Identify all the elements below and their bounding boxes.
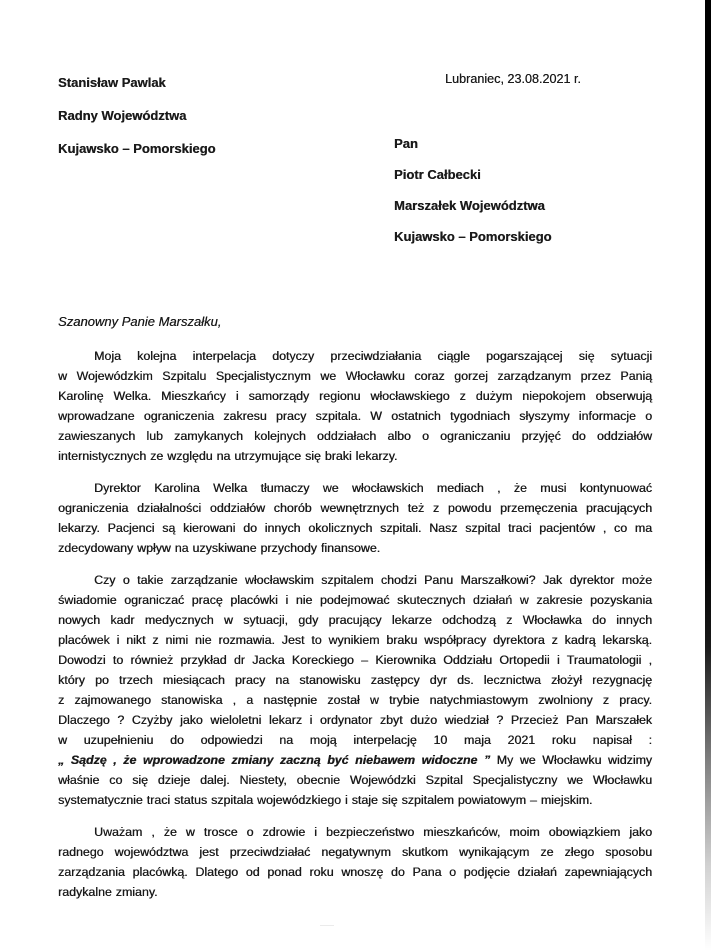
quoted-text: „ Sądzę , że wprowadzone zmiany zaczną być niebawem widoczne ” bbox=[58, 753, 491, 767]
body-line: z zajmowanego stanowiska , a następnie został w trybie natychmiastowym zwolniony z pracy. bbox=[58, 693, 652, 707]
scan-edge-artifact bbox=[705, 0, 711, 951]
body-line: internistycznych ze względu na utrzymujące się braki lekarzy. bbox=[58, 449, 398, 463]
body-line: zawieszanych lub zamykanych kolejnych oddziałach albo o ograniczaniu przyjęć do oddziałów bbox=[58, 429, 652, 443]
body-line: Dlaczego ? Czyżby jako wieloletni lekarz i ordynator zbyt dużo wiedział ? Przecież Pan Marszałek bbox=[58, 713, 652, 727]
body-line: świadomie ograniczać pracę placówki i nie podejmować skutecznych działań w zakresie pozyskania bbox=[58, 593, 652, 607]
body-line: wprowadzane ograniczenia zakresu pracy szpitala. W ostatnich tygodniach słyszymy informacje o bbox=[58, 409, 652, 423]
body-line: Uważam , że w trosce o zdrowie i bezpieczeństwo mieszkańców, moim obowiązkiem jako bbox=[94, 825, 652, 839]
body-line: zdecydowany wpływ na uzyskiwane przychody finansowe. bbox=[58, 541, 381, 555]
body-line: który po trzech miesiącach pracy na stanowisku zastępcy dyr ds. lecznictwa złożył rezygnację bbox=[58, 673, 652, 687]
body-line: zarządzania placówką. Dlatego od ponad roku wnoszę do Pana o podjęcie działań zapewniających bbox=[58, 865, 652, 879]
paragraph bbox=[58, 822, 652, 902]
sender-name: Stanisław Pawlak bbox=[58, 75, 166, 90]
body-line: Moja kolejna interpelacja dotyczy przeciwdziałania ciągle pogarszającej się sytuacji bbox=[94, 349, 652, 363]
letter-body bbox=[58, 312, 652, 914]
body-line: Dyrektor Karolina Welka tłumaczy we włocławskich mediach , że musi kontynuować bbox=[94, 481, 652, 495]
paragraph bbox=[58, 346, 652, 466]
recipient-honorific: Pan bbox=[394, 136, 418, 151]
body-text: My we Włocławku widzimy bbox=[490, 753, 652, 767]
body-line: lekarzy. Pacjenci są kierowani do innych okolicznych szpitali. Nasz szpital traci pacjentów , co ma bbox=[58, 521, 652, 535]
paragraph bbox=[58, 478, 652, 558]
body-line: ograniczenia działalności oddziałów chorób wewnętrznych też z powodu przemęczenia pracujących bbox=[58, 501, 652, 515]
body-line: Karolinę Welka. Mieszkańcy i samorządy regionu włocławskiego z dużym niepokojem obserwują bbox=[58, 389, 652, 403]
body-line: radnego województwa jest przeciwdziałać negatywnym skutkom wynikającym ze złego sposobu bbox=[58, 845, 652, 859]
body-line: Dowodzi to również przykład dr Jacka Koreckiego – Kierownika Oddziału Ortopedii i Traumatologii , bbox=[58, 653, 652, 667]
body-line: w uzupełnieniu do odpowiedzi na moją interpelację 10 maja 2021 roku napisał : bbox=[58, 733, 652, 747]
body-line: nowych kadr medycznych w sytuacji, gdy pracujący lekarze odchodzą z Włocławka do innych bbox=[58, 613, 652, 627]
scan-smudge-artifact bbox=[320, 925, 334, 926]
letter-place-date: Lubraniec, 23.08.2021 r. bbox=[445, 72, 581, 86]
recipient-name: Piotr Całbecki bbox=[394, 167, 481, 182]
body-line: w Wojewódzkim Szpitalu Specjalistycznym we Włocławku coraz gorzej zarządzanym przez Panią bbox=[58, 369, 652, 383]
salutation: Szanowny Panie Marszałku, bbox=[58, 314, 222, 329]
body-line: radykalne zmiany. bbox=[58, 885, 158, 899]
recipient-block bbox=[394, 128, 552, 252]
body-line: placówek i nikt z nimi nie rozmawia. Jest to wynikiem braku współpracy dyrektora z kadrą lekarską. bbox=[58, 633, 652, 647]
sender-block bbox=[58, 66, 216, 165]
body-line: właśnie co się dzieje dalej. Niestety, obecnie Wojewódzki Szpital Specjalistyczny we Włocławku bbox=[58, 773, 652, 787]
body-line bbox=[58, 750, 652, 770]
paragraph bbox=[58, 570, 652, 810]
recipient-title: Marszałek Województwa bbox=[394, 198, 545, 213]
sender-region: Kujawsko – Pomorskiego bbox=[58, 141, 216, 156]
sender-title: Radny Województwa bbox=[58, 108, 187, 123]
recipient-region: Kujawsko – Pomorskiego bbox=[394, 229, 552, 244]
paragraphs-container bbox=[58, 346, 652, 902]
body-line: systematycznie traci status szpitala wojewódzkiego i staje się szpitalem powiatowym – miejskim. bbox=[58, 793, 593, 807]
body-line: Czy o takie zarządzanie włocławskim szpitalem chodzi Panu Marszałkowi? Jak dyrektor może bbox=[94, 573, 652, 587]
